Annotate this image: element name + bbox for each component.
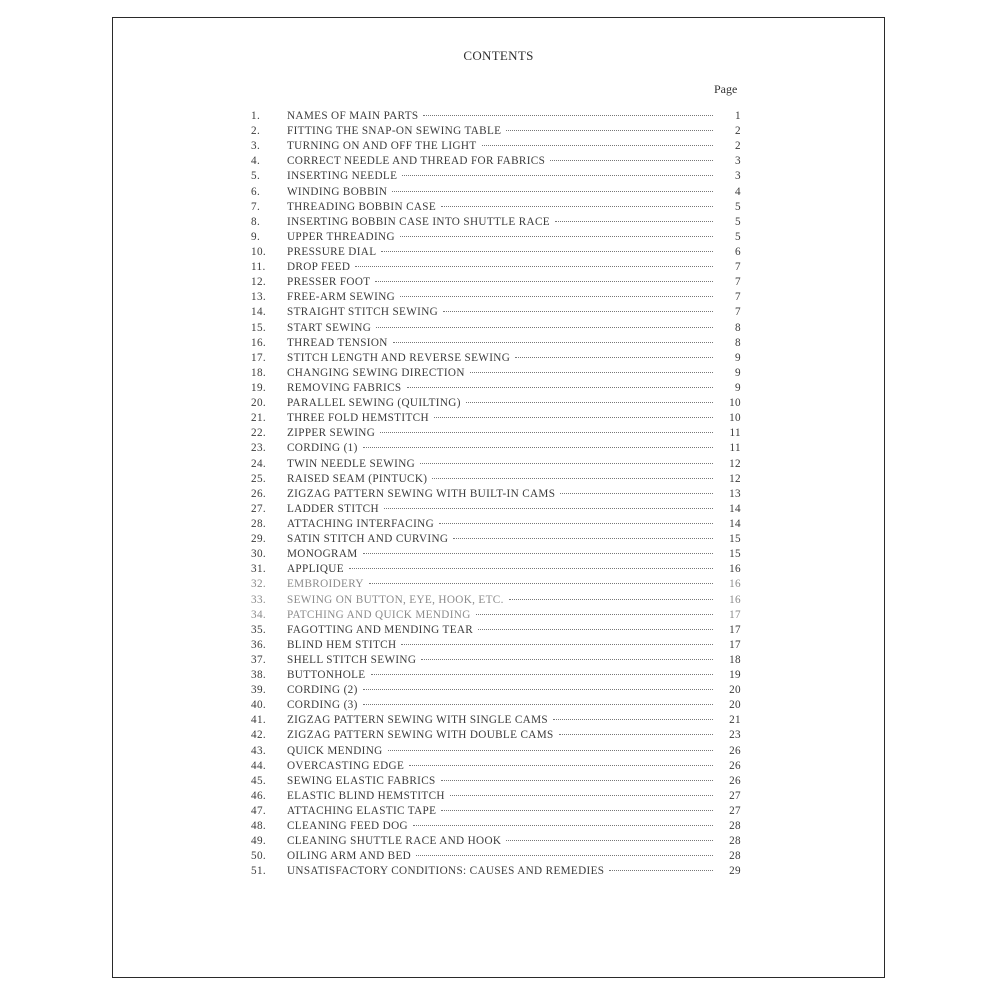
entry-page-number: 23 (729, 729, 741, 742)
entry-title: PARALLEL SEWING (QUILTING) (287, 397, 461, 410)
entry-title: CLEANING FEED DOG (287, 820, 408, 833)
toc-entry (251, 230, 741, 245)
dot-leader (363, 447, 713, 448)
entry-title: SATIN STITCH AND CURVING (287, 533, 449, 546)
entry-page-number: 17 (729, 623, 741, 636)
entry-page-number: 2 (735, 140, 741, 153)
entry-number: 21. (251, 412, 267, 425)
entry-page-number: 28 (729, 850, 741, 863)
entry-number: 34. (251, 608, 267, 621)
dot-leader (550, 160, 713, 161)
entry-title: BLIND HEM STITCH (287, 638, 397, 651)
toc-entry (251, 426, 741, 441)
entry-number: 2. (251, 125, 261, 138)
entry-page-number: 29 (729, 865, 741, 878)
entry-page-number: 7 (735, 306, 741, 319)
dot-leader (363, 553, 713, 554)
entry-page-number: 5 (735, 230, 741, 243)
toc-entry (251, 336, 741, 351)
toc-entry (251, 849, 741, 864)
dot-leader (434, 417, 713, 418)
table-of-contents (251, 109, 741, 880)
entry-page-number: 7 (735, 291, 741, 304)
entry-number: 30. (251, 548, 267, 561)
entry-number: 19. (251, 381, 267, 394)
entry-page-number: 17 (729, 638, 741, 651)
dot-leader (420, 463, 713, 464)
toc-entry (251, 728, 741, 743)
entry-number: 17. (251, 351, 267, 364)
dot-leader (441, 810, 713, 811)
toc-entry (251, 834, 741, 849)
toc-entry (251, 547, 741, 562)
toc-entry (251, 653, 741, 668)
entry-page-number: 17 (729, 608, 741, 621)
toc-entry (251, 169, 741, 184)
dot-leader (609, 870, 713, 871)
toc-entry (251, 260, 741, 275)
dot-leader (393, 342, 713, 343)
entry-page-number: 21 (729, 714, 741, 727)
toc-entry (251, 577, 741, 592)
entry-number: 50. (251, 850, 267, 863)
toc-entry (251, 698, 741, 713)
toc-entry (251, 185, 741, 200)
toc-entry (251, 109, 741, 124)
toc-entry (251, 864, 741, 879)
entry-number: 48. (251, 820, 267, 833)
entry-title: ELASTIC BLIND HEMSTITCH (287, 789, 445, 802)
entry-title: FAGOTTING AND MENDING TEAR (287, 623, 474, 636)
entry-title: INSERTING NEEDLE (287, 170, 398, 183)
entry-title: ZIGZAG PATTERN SEWING WITH BUILT-IN CAMS (287, 487, 556, 500)
entry-title: OVERCASTING EDGE (287, 759, 405, 772)
entry-number: 38. (251, 669, 267, 682)
entry-title: NAMES OF MAIN PARTS (287, 110, 419, 122)
dot-leader (369, 583, 713, 584)
entry-number: 41. (251, 714, 267, 727)
toc-entry (251, 472, 741, 487)
entry-number: 9. (251, 230, 261, 243)
entry-title: ZIPPER SEWING (287, 427, 376, 440)
entry-number: 18. (251, 366, 267, 379)
toc-entry (251, 593, 741, 608)
entry-number: 44. (251, 759, 267, 772)
entry-page-number: 18 (729, 653, 741, 666)
entry-title: ZIGZAG PATTERN SEWING WITH DOUBLE CAMS (287, 729, 554, 742)
entry-page-number: 28 (729, 820, 741, 833)
entry-page-number: 6 (735, 245, 741, 258)
entry-title: STITCH LENGTH AND REVERSE SEWING (287, 351, 511, 364)
dot-leader (413, 825, 713, 826)
entry-title: QUICK MENDING (287, 744, 383, 757)
entry-page-number: 16 (729, 563, 741, 576)
entry-page-number: 19 (729, 669, 741, 682)
toc-entry (251, 819, 741, 834)
entry-number: 1. (251, 110, 261, 122)
dot-leader (400, 296, 713, 297)
toc-entry (251, 321, 741, 336)
entry-page-number: 4 (735, 185, 741, 198)
entry-page-number: 15 (729, 548, 741, 561)
entry-page-number: 5 (735, 200, 741, 213)
entry-number: 47. (251, 805, 267, 818)
entry-number: 10. (251, 245, 267, 258)
entry-page-number: 26 (729, 774, 741, 787)
document-page (112, 17, 885, 978)
entry-number: 15. (251, 321, 267, 334)
entry-page-number: 14 (729, 502, 741, 515)
entry-title: INSERTING BOBBIN CASE INTO SHUTTLE RACE (287, 215, 550, 228)
toc-entry (251, 366, 741, 381)
entry-page-number: 7 (735, 261, 741, 274)
dot-leader (407, 387, 714, 388)
entry-page-number: 13 (729, 487, 741, 500)
entry-number: 35. (251, 623, 267, 636)
toc-entry (251, 457, 741, 472)
entry-title: UNSATISFACTORY CONDITIONS: CAUSES AND REMEDIES (287, 865, 605, 878)
entry-title: PATCHING AND QUICK MENDING (287, 608, 471, 621)
toc-entry (251, 381, 741, 396)
toc-entry (251, 683, 741, 698)
entry-page-number: 14 (729, 517, 741, 530)
entry-page-number: 12 (729, 472, 741, 485)
entry-number: 13. (251, 291, 267, 304)
dot-leader (466, 402, 713, 403)
dot-leader (349, 568, 713, 569)
entry-page-number: 9 (735, 351, 741, 364)
entry-title: DROP FEED (287, 261, 351, 274)
entry-number: 46. (251, 789, 267, 802)
toc-entry (251, 124, 741, 139)
entry-title: EMBROIDERY (287, 578, 364, 591)
dot-leader (416, 855, 713, 856)
toc-entry (251, 668, 741, 683)
entry-title: SEWING ON BUTTON, EYE, HOOK, ETC. (287, 593, 504, 606)
entry-number: 23. (251, 442, 267, 455)
entry-number: 36. (251, 638, 267, 651)
entry-title: RAISED SEAM (PINTUCK) (287, 472, 428, 485)
entry-page-number: 16 (729, 593, 741, 606)
entry-page-number: 27 (729, 805, 741, 818)
entry-number: 6. (251, 185, 261, 198)
entry-page-number: 20 (729, 699, 741, 712)
entry-title: REMOVING FABRICS (287, 381, 402, 394)
entry-title: STRAIGHT STITCH SEWING (287, 306, 439, 319)
dot-leader (392, 191, 713, 192)
entry-title: BUTTONHOLE (287, 669, 366, 682)
toc-entry (251, 305, 741, 320)
entry-page-number: 26 (729, 744, 741, 757)
entry-title: THREE FOLD HEMSTITCH (287, 412, 429, 425)
dot-leader (400, 236, 713, 237)
entry-title: LADDER STITCH (287, 502, 379, 515)
entry-number: 16. (251, 336, 267, 349)
dot-leader (363, 689, 713, 690)
entry-title: THREAD TENSION (287, 336, 388, 349)
dot-leader (443, 311, 713, 312)
entry-number: 11. (251, 261, 266, 274)
dot-leader (476, 614, 713, 615)
entry-page-number: 3 (735, 170, 741, 183)
entry-title: SEWING ELASTIC FABRICS (287, 774, 436, 787)
toc-entry (251, 759, 741, 774)
dot-leader (432, 478, 713, 479)
entry-title: WINDING BOBBIN (287, 185, 388, 198)
dot-leader (441, 206, 713, 207)
entry-number: 24. (251, 457, 267, 470)
toc-entry (251, 804, 741, 819)
toc-entry (251, 290, 741, 305)
toc-entry (251, 638, 741, 653)
entry-page-number: 8 (735, 336, 741, 349)
toc-entry (251, 200, 741, 215)
toc-entry (251, 789, 741, 804)
toc-entry (251, 623, 741, 638)
toc-entry (251, 713, 741, 728)
entry-title: UPPER THREADING (287, 230, 395, 243)
dot-leader (555, 221, 713, 222)
entry-number: 40. (251, 699, 267, 712)
entry-page-number: 28 (729, 835, 741, 848)
entry-title: ATTACHING ELASTIC TAPE (287, 805, 437, 818)
entry-page-number: 7 (735, 276, 741, 289)
dot-leader (453, 538, 713, 539)
toc-entry (251, 517, 741, 532)
entry-number: 20. (251, 397, 267, 410)
dot-leader (560, 493, 713, 494)
entry-page-number: 5 (735, 215, 741, 228)
toc-entry (251, 608, 741, 623)
entry-page-number: 10 (729, 397, 741, 410)
toc-entry (251, 411, 741, 426)
entry-number: 27. (251, 502, 267, 515)
entry-page-number: 15 (729, 533, 741, 546)
entry-number: 26. (251, 487, 267, 500)
toc-entry (251, 215, 741, 230)
entry-page-number: 11 (729, 427, 741, 440)
dot-leader (439, 523, 713, 524)
entry-title: CHANGING SEWING DIRECTION (287, 366, 465, 379)
toc-entry (251, 154, 741, 169)
dot-leader (559, 734, 713, 735)
dot-leader (401, 644, 713, 645)
entry-number: 32. (251, 578, 267, 591)
dot-leader (450, 795, 713, 796)
dot-leader (380, 432, 713, 433)
entry-title: CLEANING SHUTTLE RACE AND HOOK (287, 835, 502, 848)
entry-number: 51. (251, 865, 267, 878)
toc-entry (251, 139, 741, 154)
toc-entry (251, 487, 741, 502)
dot-leader (423, 115, 713, 116)
entry-number: 42. (251, 729, 267, 742)
dot-leader (509, 599, 713, 600)
dot-leader (381, 251, 713, 252)
entry-title: TWIN NEEDLE SEWING (287, 457, 416, 470)
entry-title: CORDING (2) (287, 684, 358, 697)
dot-leader (478, 629, 713, 630)
entry-number: 22. (251, 427, 267, 440)
entry-title: CORDING (1) (287, 442, 358, 455)
dot-leader (409, 765, 713, 766)
entry-number: 31. (251, 563, 267, 576)
entry-page-number: 9 (735, 366, 741, 379)
toc-entry (251, 275, 741, 290)
dot-leader (363, 704, 713, 705)
page-column-header: Page (714, 82, 738, 96)
entry-page-number: 9 (735, 381, 741, 394)
entry-title: PRESSER FOOT (287, 276, 371, 289)
dot-leader (402, 175, 713, 176)
entry-title: TURNING ON AND OFF THE LIGHT (287, 140, 477, 153)
entry-title: START SEWING (287, 321, 372, 334)
entry-title: CORDING (3) (287, 699, 358, 712)
dot-leader (482, 145, 713, 146)
toc-entry (251, 396, 741, 411)
dot-leader (506, 840, 713, 841)
dot-leader (375, 281, 713, 282)
dot-leader (388, 750, 713, 751)
dot-leader (441, 780, 713, 781)
toc-entry (251, 562, 741, 577)
entry-title: APPLIQUE (287, 563, 344, 576)
dot-leader (376, 327, 713, 328)
dot-leader (371, 674, 714, 675)
entry-title: MONOGRAM (287, 548, 358, 561)
toc-entry (251, 502, 741, 517)
entry-number: 45. (251, 774, 267, 787)
entry-title: THREADING BOBBIN CASE (287, 200, 437, 213)
entry-title: ZIGZAG PATTERN SEWING WITH SINGLE CAMS (287, 714, 548, 727)
entry-title: ATTACHING INTERFACING (287, 517, 435, 530)
entry-title: OILING ARM AND BED (287, 850, 412, 863)
entry-number: 14. (251, 306, 267, 319)
entry-number: 29. (251, 533, 267, 546)
entry-number: 28. (251, 517, 267, 530)
toc-entry (251, 744, 741, 759)
entry-number: 25. (251, 472, 267, 485)
entry-number: 12. (251, 276, 267, 289)
entry-number: 37. (251, 653, 267, 666)
entry-page-number: 26 (729, 759, 741, 772)
entry-number: 49. (251, 835, 267, 848)
entry-page-number: 27 (729, 789, 741, 802)
entry-number: 5. (251, 170, 261, 183)
entry-title: SHELL STITCH SEWING (287, 653, 417, 666)
entry-page-number: 8 (735, 321, 741, 334)
toc-entry (251, 441, 741, 456)
entry-title: FREE-ARM SEWING (287, 291, 396, 304)
entry-number: 33. (251, 593, 267, 606)
dot-leader (470, 372, 713, 373)
dot-leader (515, 357, 713, 358)
toc-entry (251, 245, 741, 260)
dot-leader (506, 130, 713, 131)
entry-page-number: 2 (735, 125, 741, 138)
dot-leader (421, 659, 713, 660)
entry-page-number: 20 (729, 684, 741, 697)
entry-number: 4. (251, 155, 261, 168)
entry-number: 39. (251, 684, 267, 697)
page-title: CONTENTS (463, 48, 534, 63)
dot-leader (384, 508, 713, 509)
entry-page-number: 16 (729, 578, 741, 591)
entry-page-number: 11 (729, 442, 741, 455)
entry-title: PRESSURE DIAL (287, 245, 377, 258)
entry-title: FITTING THE SNAP-ON SEWING TABLE (287, 125, 502, 138)
toc-entry (251, 532, 741, 547)
entry-title: CORRECT NEEDLE AND THREAD FOR FABRICS (287, 155, 546, 168)
dot-leader (355, 266, 713, 267)
entry-page-number: 12 (729, 457, 741, 470)
entry-number: 43. (251, 744, 267, 757)
toc-entry (251, 774, 741, 789)
toc-entry (251, 351, 741, 366)
entry-page-number: 10 (729, 412, 741, 425)
dot-leader (553, 719, 713, 720)
entry-number: 8. (251, 215, 261, 228)
entry-page-number: 1 (735, 110, 741, 122)
entry-number: 3. (251, 140, 261, 153)
entry-number: 7. (251, 200, 261, 213)
entry-page-number: 3 (735, 155, 741, 168)
